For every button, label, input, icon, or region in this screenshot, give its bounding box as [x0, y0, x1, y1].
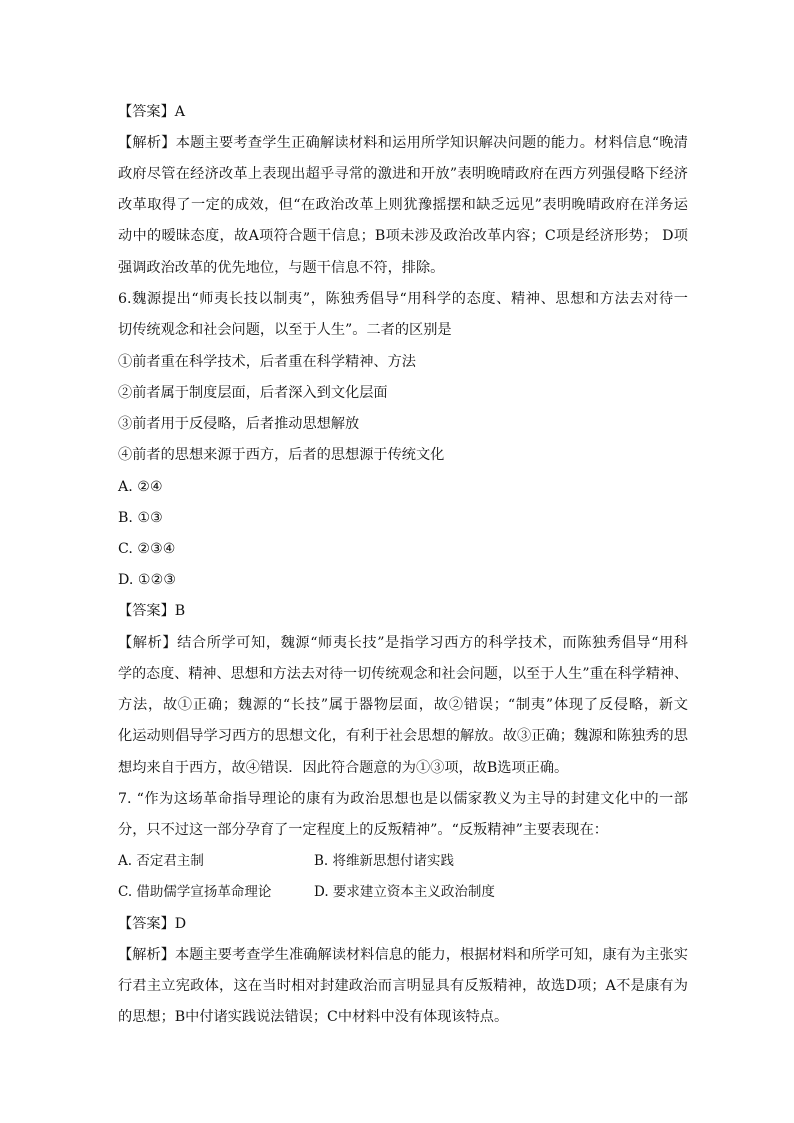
q5-analysis-line: 【解析】本题主要考查学生正确解读材料和运用所学知识解决问题的能力。材料信息“晚清 — [118, 135, 688, 151]
q6-answer: 【答案】B — [118, 603, 186, 619]
q7-analysis-line: 的思想；B中付诸实践说法错误；C中材料中没有体现该特点。 — [118, 1009, 509, 1025]
q7-stem-line: 7. “作为这场革命指导理论的康有为政治思想也是以儒家教义为主导的封建文化中的一部 — [118, 791, 688, 807]
q6-analysis-line: 方法，故①正确；魏源的“长技”属于器物层面，故②错误；“制夷”体现了反侵略，新文 — [118, 697, 688, 713]
q5-answer: 【答案】A — [118, 104, 185, 120]
q6-option-c: C. ②③④ — [118, 541, 176, 557]
q6-statement: ①前者重在科学技术，后者重在科学精神、方法 — [118, 354, 416, 370]
q7-analysis-line: 行君主立宪政体，这在当时相对封建政治而言明显具有反叛精神，故选D项；A不是康有为 — [118, 978, 688, 994]
q5-analysis-line: 改革取得了一定的成效，但“在政治改革上则犹豫摇摆和缺乏远见”表明晚晴政府在洋务运 — [118, 197, 688, 213]
q7-option-a: A. 否定君主制 — [118, 853, 204, 869]
q5-analysis-line: 强调政治改革的优先地位，与题干信息不符，排除。 — [118, 260, 445, 276]
q7-option-b: B. 将维新思想付诸实践 — [314, 853, 455, 869]
q6-stem-line: 6.魏源提出“师夷长技以制夷”，陈独秀倡导“用科学的态度、精神、思想和方法去对待一 — [118, 291, 688, 307]
q6-option-a: A. ②④ — [118, 479, 163, 495]
q6-analysis-line: 【解析】结合所学可知，魏源“师夷长技”是指学习西方的科学技术，而陈独秀倡导“用科 — [118, 635, 688, 651]
q5-analysis-line: 动中的暧昧态度，故A项符合题干信息；B项未涉及政治改革内容；C项是经济形势； D项 — [118, 228, 688, 244]
q5-analysis-line: 政府尽管在经济改革上表现出超乎寻常的激进和开放”表明晚晴政府在西方列强侵略下经济 — [118, 166, 688, 182]
q6-option-d: D. ①②③ — [118, 572, 177, 588]
q7-analysis-line: 【解析】本题主要考查学生准确解读材料信息的能力，根据材料和所学可知，康有为主张实 — [118, 947, 688, 963]
q6-analysis-line: 想均来自于西方，故④错误．因此符合题意的为①③项，故B选项正确。 — [118, 760, 569, 776]
q6-stem-line: 切传统观念和社会问题，以至于人生”。二者的区别是 — [118, 322, 452, 338]
q6-analysis-line: 化运动则倡导学习西方的思想文化，有利于社会思想的解放。故③正确；魏源和陈独秀的思 — [118, 728, 688, 744]
q7-stem-line: 分，只不过这一部分孕育了一定程度上的反叛精神”。“反叛精神”主要表现在： — [118, 822, 608, 838]
q6-statement: ③前者用于反侵略，后者推动思想解放 — [118, 416, 360, 432]
q7-option-c: C. 借助儒学宣扬革命理论 — [118, 884, 272, 900]
q6-statement: ②前者属于制度层面，后者深入到文化层面 — [118, 385, 388, 401]
q6-option-b: B. ①③ — [118, 510, 163, 526]
q6-analysis-line: 学的态度、精神、思想和方法去对待一切传统观念和社会问题，以至于人生”重在科学精神、 — [118, 666, 688, 682]
q6-statement: ④前者的思想来源于西方，后者的思想源于传统文化 — [118, 447, 445, 463]
q7-answer: 【答案】D — [118, 916, 187, 932]
q7-option-d: D. 要求建立资本主义政治制度 — [314, 884, 495, 900]
